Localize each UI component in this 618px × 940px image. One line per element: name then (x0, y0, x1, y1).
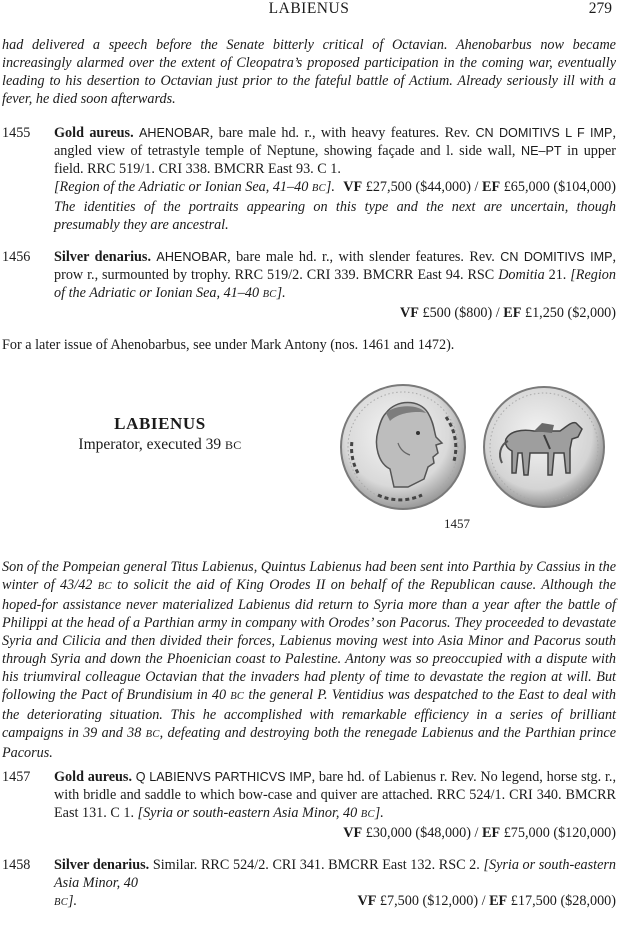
entry-number: 1456 (2, 249, 31, 265)
reverse-legend: CN DOMITIVS L F IMP (475, 126, 613, 140)
rsc-family: Domitia (498, 267, 545, 283)
description-text: , bare male hd. r., with slender features. Rev. (227, 249, 501, 265)
field-legend: NE–PT (521, 144, 562, 158)
coin-photographs (338, 383, 608, 513)
description-text: , prow r., surmounted by trophy. RRC 519/2. CRI 339. BMCRR East 94. RSC (54, 249, 617, 283)
running-header (0, 0, 618, 18)
mint-region: [Region of the Adriatic or Ionian Sea, 41–40 BC]. (54, 179, 335, 195)
metal-denomination: Gold aureus. (54, 125, 134, 141)
references-text: in upper field. RRC 519/1. CRI 338. BMCRR East 93. C 1. (54, 143, 617, 177)
region-price-line (54, 178, 616, 198)
price: VF £500 ($800) / EF £1,250 ($2,000) (400, 305, 616, 321)
reverse-legend: CN DOMITIVS IMP (500, 250, 613, 264)
mint-region: [Syria or south-eastern Asia Minor, 40 (54, 857, 617, 891)
region-price-line (54, 892, 616, 912)
figure-number: 1457 (444, 516, 470, 531)
metal-denomination: Silver denarius. (54, 249, 151, 265)
entry-number: 1455 (2, 125, 31, 141)
reverse-coin (484, 387, 604, 507)
mint-region: [Region of the Adriatic or Ionian Sea, 41–40 BC]. (54, 267, 616, 301)
entry-number: 1457 (2, 769, 31, 785)
description-text: , bare hd. of Labienus r. Rev. No legend, horse stg. r., with bridle and saddle to which bow-case and quiver are attached. RRC 524/1. CRI 340. BMCRR East 131. C 1. (54, 769, 616, 821)
bio-paragraph: Son of the Pompeian general Titus Labienus, Quintus Labienus had been sent into Parthia by Cassius in the winter of 43/42 BC to solicit the aid of King Orodes II on behalf of the Republican cause. Although the hoped-for assistance never materialized Labienus did return to Syria more than a year after the battle of Philippi at the head of a Parthian army in company with Orodes’ son Pacorus. They proceeded to devastate Syria and Cilicia and then divided their forces, Labienus moving west into Asia Minor and Pacorus south through Syria and down the Phoenician coast to Palestine. Antony was so preoccupied with a dispute with his triumviral colleague Octavian that the invaders had plenty of time to devastate the region at will. But following the Pact of Brundisium in 40 BC the general P. Ventidius was despatched to the East to deal with the deteriorating situation. This he accomplished with remarkable efficiency in a series of brilliant campaigns in 39 and 38 BC, defeating and destroying both the renegade Labienus and the Parthian prince Pacorus. (2, 559, 616, 761)
entry-body (54, 768, 616, 842)
obverse-legend: Q LABIENVS PARTHICVS IMP (135, 770, 312, 784)
section-name: LABIENUS (114, 414, 206, 433)
obverse-legend: AHENOBAR (139, 126, 210, 140)
mint-region-continued: BC]. (54, 893, 78, 909)
price: VF £30,000 ($48,000) / EF £75,000 ($120,000) (343, 825, 616, 841)
entry-body (54, 856, 616, 912)
obverse-legend: AHENOBAR (156, 250, 228, 264)
entry-body (54, 248, 616, 322)
page-number: 279 (588, 0, 612, 17)
mint-region: [Syria or south-eastern Asia Minor, 40 BC]. (137, 805, 384, 821)
section-heading (40, 413, 280, 455)
intro-paragraph: had delivered a speech before the Senate bitterly critical of Octavian. Ahenobarbus now became increasingly alarmed over the extent of Cleopatra’s proposed participation in the coming war, eventually leading to his desertion to Octavian just prior to the fateful battle of Actium. Already seriously ill with a fever, he died soon afterwards. (2, 37, 616, 107)
description-text: , angled view of tetrastyle temple of Neptune, showing façade and l. side wall, (54, 125, 616, 159)
running-title: LABIENUS (268, 0, 350, 17)
metal-denomination: Silver denarius. (54, 857, 150, 873)
description-text: Similar. RRC 524/2. CRI 341. BMCRR East 132. RSC 2. (149, 857, 484, 873)
later-issue-note: For a later issue of Ahenobarbus, see under Mark Antony (nos. 1461 and 1472). (2, 337, 455, 353)
metal-denomination: Gold aureus. (54, 769, 132, 785)
description-text: , bare male hd. r., with heavy features. Rev. (209, 125, 476, 141)
entry-note: The identities of the portraits appearing on this type and the next are uncertain, though presumably they are ancestral. (54, 199, 616, 233)
section-subtitle: Imperator, executed 39 BC (78, 436, 242, 453)
references-text: 21. (544, 267, 571, 283)
coin-figure (338, 383, 608, 513)
obverse-coin (341, 385, 465, 509)
price: VF £7,500 ($12,000) / EF £17,500 ($28,000) (357, 893, 616, 909)
price: VF £27,500 ($44,000) / EF £65,000 ($104,000) (343, 179, 616, 195)
entry-number: 1458 (2, 857, 31, 873)
entry-body (54, 124, 616, 234)
